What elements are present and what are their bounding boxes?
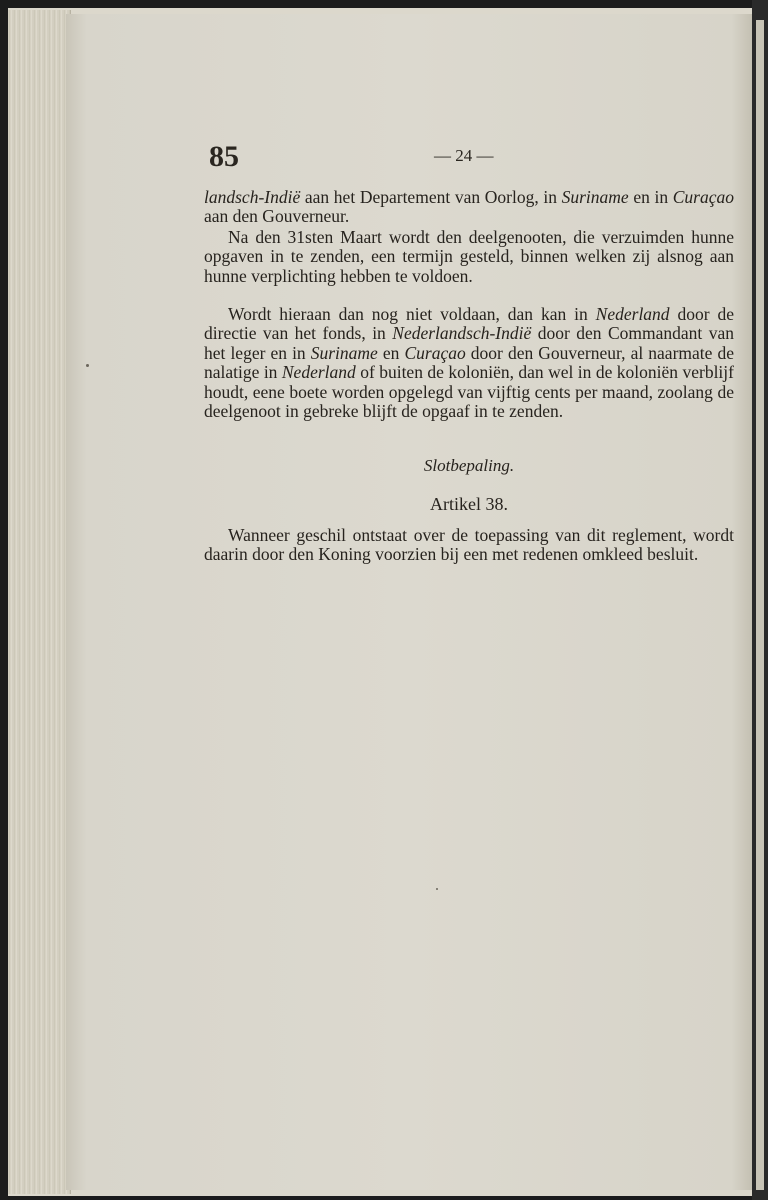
text-run: door de directie van het fonds, in: [204, 304, 734, 344]
text-run: Wordt hieraan dan nog niet voldaan, dan kan in: [228, 304, 596, 324]
page-edges: [8, 10, 71, 1194]
italic-place: Nederland: [595, 304, 670, 324]
right-strip: [752, 0, 768, 1200]
paper-speck: [86, 364, 89, 367]
italic-place: Curaçao: [404, 342, 466, 363]
italic-place: landsch-Indië: [204, 187, 301, 207]
text-run: door den Gouverneur, al naarmate de nalatige in: [204, 342, 734, 383]
paper-speck: [436, 888, 438, 890]
italic-place: Suriname: [310, 342, 378, 363]
text-run: of buiten de koloniën, dan wel in de koloniën verblijf houdt, eene boete worden opgelegd van vijftig cents per maand, zoolang de deelgenoot in gebreke blijft de opgaaf in te zenden.: [204, 362, 734, 422]
text-run: en: [377, 342, 405, 363]
paragraph-disputes: Wanneer geschil ontstaat over de toepassing van dit reglement, wordt daarin door den Koning voorzien bij een met redenen omkleed besluit.: [204, 525, 734, 565]
italic-place: Curaçao: [672, 187, 734, 207]
italic-place: Nederlandsch-Indië: [392, 323, 532, 344]
italic-place: Nederland: [281, 362, 356, 383]
text-run: aan het Departement van Oorlog, in: [300, 187, 562, 207]
text-run: en in: [628, 187, 673, 207]
paragraph-deadline: Na den 31sten Maart wordt den deelgenooten, die verzuimden hunne opgaven in te zenden, een termijn gesteld, binnen welken zij alsnog aan hunne verplichting hebben te voldoen.: [204, 227, 734, 286]
text-run: aan den Gouverneur.: [204, 206, 350, 227]
running-header: — 24 —: [434, 146, 494, 165]
next-page-edge: [756, 20, 764, 1190]
text-run: door den Commandant van het leger en in: [204, 323, 734, 363]
paragraph-penalty: [204, 305, 734, 421]
paragraph-continuation: [204, 188, 734, 227]
section-heading: Slotbepaling.: [423, 456, 515, 475]
page-number: 85: [209, 140, 239, 173]
italic-place: Suriname: [561, 187, 629, 207]
article-heading: Artikel 38.: [430, 494, 508, 514]
